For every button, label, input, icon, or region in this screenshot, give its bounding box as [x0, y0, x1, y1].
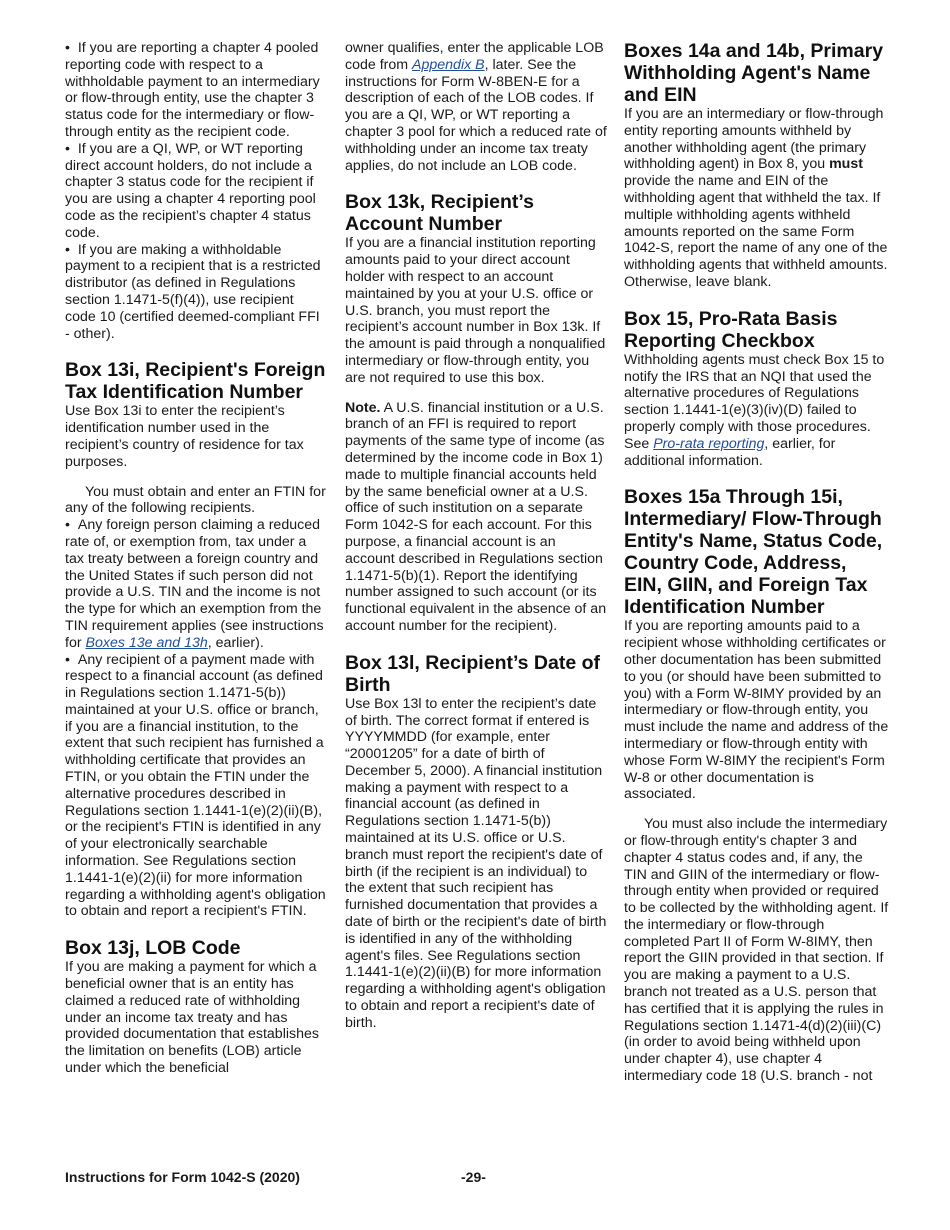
heading-box-15: Box 15, Pro-Rata Basis Reporting Checkbox: [624, 307, 838, 352]
bullet-qi-wp-wt: • If you are a QI, WP, or WT reporting direct account holders, do not include a chapter 3 status code for the recipient if you are using a chapter 4 reporting pool code as the recipient’s chapter 4 status code.: [65, 141, 327, 242]
paragraph-status-codes: You must also include the intermediary or flow-through entity's chapter 3 and chapter 4 status codes and, if any, the TIN and GIIN of the intermediary or flow-through entity when provided or required to be collected by the withholding agent. If the intermediary or flow-through completed Part II of Form W-8IMY, then report the GIIN provided in that section. If you are making a payment to a U.S. branch not treated as a U.S. person that has certified that it is applying the rules in Regulations section 1.1471-4(d)(2)(iii)(C) (in order to avoid being withheld upon under chapter 4), use chapter 4 intermediary code 18 (U.S. branch - not: [624, 816, 889, 1085]
paragraph-box-15: Withholding agents must check Box 15 to notify the IRS that an NQI that used the alternative procedures of Regulations section 1.1441-1(e)(3)(iv)(D) failed to properly comply with those procedures. See Pro-rata reporting, earlier, for additional information.: [624, 351, 885, 469]
bullet-foreign-person-treaty: • Any foreign person claiming a reduced rate of, or exemption from, tax under a tax treaty between a foreign country and the United States if such person did not provide a U.S. TIN and the income is not the type for which an exemption from the TIN requirement applies (see instructions for Boxes 13e and 13h, earlier).: [65, 517, 327, 651]
paragraph-boxes-15a-15i: If you are reporting amounts paid to a recipient whose withholding certificates or other documentation has been submitted to you (or should have been submitted to you) with a Form W-8IMY provided by an intermediary or flow-through entity, you must include the name and address of the intermediary or flow-through entity with whose Form W-8IMY the recipient's Form W-8 or other documentation is associated.: [624, 618, 889, 803]
paragraph-box-13j: If you are making a payment for which a beneficial owner that is an entity has claimed a reduced rate of withholding under an income tax treaty and has provided documentation that establishes the limitation on benefits (LOB) article under which the beneficial: [65, 959, 319, 1077]
footer-form-title: Instructions for Form 1042-S (2020): [65, 1169, 300, 1185]
column-middle: [345, 40, 607, 1032]
paragraph-box-13l: Use Box 13l to enter the recipient’s date of birth. The correct format if entered is YYYYMMDD (for example, enter “20001205” for a date of birth of December 5, 2000). A financial institution making a payment with respect to a financial account (as defined in Regulations section 1.1471-5(b)) maintained at its U.S. office or U.S. branch must report the recipient's date of birth (if the recipient is an individual) to the extent that such recipient has furnished documentation that provides a date of birth or the recipient's date of birth is identified in any of the withholding agent's files. See Regulations section 1.1441-1(e)(2)(ii)(B) for more information regarding a withholding agent's obligation to obtain and report a recipient's date of birth.: [345, 695, 607, 1031]
paragraph-lob-code: owner qualifies, enter the applicable LOB code from Appendix B, later. See the instructions for Form W-8BEN-E for a description of each of the LOB codes. If you are a QI, WP, or WT reporting a chapter 3 pool for which a reduced rate of withholding under an income tax treaty applies, do not include an LOB code.: [345, 40, 607, 174]
footer-page-number: -29-: [461, 1169, 486, 1185]
bullet-pooled-reporting: • If you are reporting a chapter 4 pooled reporting code with respect to a withholdable payment to an intermediary or flow-through entity, use the chapter 3 status code for the intermediary or flow-through entity as the recipient code.: [65, 40, 327, 141]
paragraph-ftin-required: You must obtain and enter an FTIN for any of the following recipients.: [65, 483, 326, 517]
bullet-restricted-distributor: • If you are making a withholdable payment to a recipient that is a restricted distributor (as defined in Regulations section 1.1471-5(f)(4)), use recipient code 10 (certified deemed-compliant FFI - other).: [65, 242, 327, 343]
heading-box-13k: Box 13k, Recipient’s Account Number: [345, 191, 534, 236]
heading-boxes-15a-15i: Boxes 15a Through 15i, Intermediary/ Flow-Through Entity's Name, Status Code, Country Code, Address, EIN, GIIN, and Foreign Tax Identification Number: [624, 486, 883, 619]
paragraph-box-13k: If you are a financial institution reporting amounts paid to your direct account holder with respect to an account maintained by you at your U.S. office or U.S. branch, you must report the recipient’s account number in Box 13k. If the amount is paid through a nonqualified intermediary or flow-through entity, you are not required to use this box.: [345, 235, 606, 386]
column-left: [65, 40, 327, 1077]
note-financial-institution: Note. A U.S. financial institution or a U.S. branch of an FFI is required to report payments of the same type of income (as determined by the income code in Box 1) made to multiple financial accounts held by the same beneficial owner at a U.S. office of such institution on a separate Form 1042-S for each account. For this purpose, a financial account is an account described in Regulations section 1.1471-5(b)(1). Report the identifying number assigned to such account (or its functional equivalent in the absence of an account number for the recipient).: [345, 399, 607, 634]
heading-box-13j: Box 13j, LOB Code: [65, 937, 241, 960]
column-right: [624, 40, 889, 1085]
heading-box-13i: Box 13i, Recipient's Foreign Tax Identification Number: [65, 359, 326, 404]
bullet-financial-account-recipient: • Any recipient of a payment made with respect to a financial account (as defined in Regulations section 1.1471-5(b)) maintained at your U.S. office or branch, if you are a financial institution, to the extent that such recipient has furnished a withholding certificate that provides an FTIN, or you obtain the FTIN under the alternative procedures described in Regulations section 1.1441-1(e)(2)(ii)(B), or the recipient's FTIN is identified in any of your electronically searchable information. See Regulations section 1.1441-1(e)(2)(ii) for more information regarding a withholding agent's obligation to obtain and report a recipient's FTIN.: [65, 652, 327, 921]
heading-boxes-14a-14b: Boxes 14a and 14b, Primary Withholding Agent's Name and EIN: [624, 40, 884, 106]
link-pro-rata-reporting[interactable]: Pro-rata reporting: [653, 435, 765, 452]
link-appendix-b[interactable]: Appendix B: [412, 56, 485, 73]
paragraph-boxes-14a-14b: If you are an intermediary or flow-through entity reporting amounts withheld by another withholding agent (the primary withholding agent) in Box 8, you must provide the name and EIN of the withholding agent that withheld the tax. If multiple withholding agents withheld amounts reported on the same Form 1042-S, report the name of any one of the withholding agents that withheld amounts. Otherwise, leave blank.: [624, 106, 888, 290]
heading-box-13l: Box 13l, Recipient’s Date of Birth: [345, 651, 601, 696]
paragraph-box-13i: Use Box 13i to enter the recipient’s identification number used in the recipient’s country of residence for tax purposes.: [65, 403, 304, 470]
note-label: Note.: [345, 399, 381, 416]
link-boxes-13e-13h[interactable]: Boxes 13e and 13h: [85, 634, 208, 651]
